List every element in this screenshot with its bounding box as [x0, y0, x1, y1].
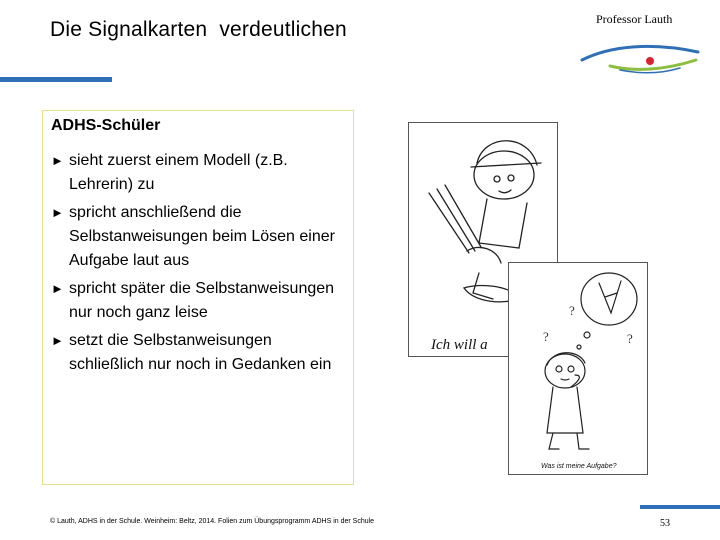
bullet-text: setzt die Selbstanweisungen schließlich nur noch in Gedanken ein	[69, 332, 332, 373]
page-number: 53	[660, 518, 670, 529]
bullet-text: sieht zuerst einem Modell (z.B. Lehrerin) zu	[69, 152, 288, 193]
content-heading: ADHS-Schüler	[51, 117, 161, 134]
speaking-caption: Ich will a	[431, 337, 488, 353]
bullet-list	[51, 149, 347, 381]
slide-title: Die Signalkarten verdeutlichen	[50, 18, 347, 41]
content-box	[42, 110, 354, 485]
bullet-arrow-icon: ►	[51, 153, 64, 168]
bullet-text: spricht später die Selbstanweisungen nur noch ganz leise	[69, 280, 335, 321]
author-label: Professor Lauth	[596, 12, 673, 26]
question-mark: ?	[569, 303, 575, 318]
footer-citation: © Lauth, ADHS in der Schule. Weinheim: Beltz, 2014. Folien zum Übungsprogramm ADHS in der Schule	[50, 518, 375, 525]
question-mark: ?	[627, 331, 633, 346]
thinking-caption: Was ist meine Aufgabe?	[541, 463, 617, 470]
bullet-arrow-icon: ►	[51, 205, 64, 220]
title-accent-bar	[0, 77, 112, 82]
logo	[580, 40, 700, 76]
question-mark: ?	[543, 329, 549, 344]
footer-accent-bar	[640, 505, 720, 509]
list-item	[51, 329, 347, 377]
list-item	[51, 149, 347, 197]
bullet-arrow-icon: ►	[51, 333, 64, 348]
bullet-arrow-icon: ►	[51, 281, 64, 296]
signal-card-thinking	[508, 262, 648, 475]
child-thinking-illustration	[509, 263, 648, 475]
list-item	[51, 201, 347, 273]
list-item	[51, 277, 347, 325]
bullet-text: spricht anschließend die Selbstanweisungen beim Lösen einer Aufgabe laut aus	[69, 204, 335, 269]
